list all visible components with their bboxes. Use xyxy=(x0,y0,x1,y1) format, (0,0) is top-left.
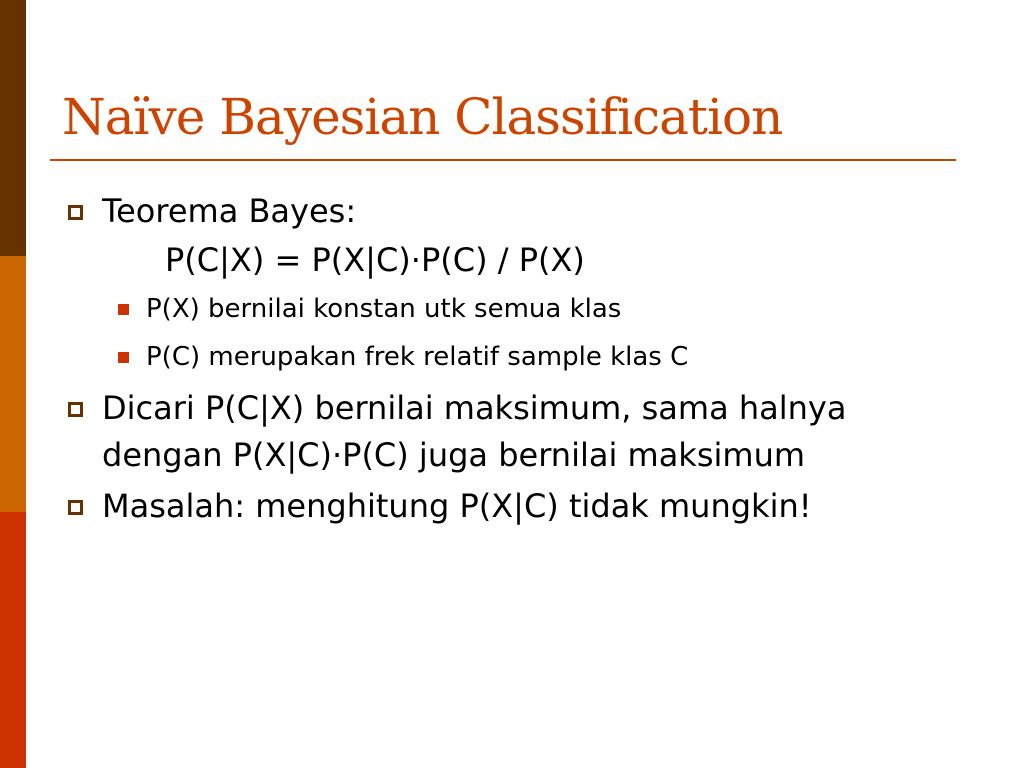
hollow-square-bullet-icon xyxy=(68,500,83,515)
slide-title: Naïve Bayesian Classification xyxy=(62,88,783,146)
side-bar-middle xyxy=(0,256,26,512)
slide-content xyxy=(62,188,962,530)
sub-bullet-item xyxy=(62,333,962,381)
sub-bullet-item xyxy=(62,285,962,333)
filled-square-bullet-icon xyxy=(118,352,129,363)
bayes-formula: P(C|X) = P(X|C)·P(C) / P(X) xyxy=(165,241,585,279)
side-bar-bottom xyxy=(0,512,26,768)
sub-bullet-text: P(X) bernilai konstan utk semua klas xyxy=(146,294,622,324)
hollow-square-bullet-icon xyxy=(68,205,83,220)
bullet-item xyxy=(62,483,962,530)
bullet-text: Masalah: menghitung P(X|C) tidak mungkin! xyxy=(102,487,812,525)
bullet-text: Teorema Bayes: xyxy=(102,192,357,230)
title-divider xyxy=(50,159,956,161)
bullet-item xyxy=(62,385,962,479)
side-bar-top xyxy=(0,0,26,256)
bullet-text: Dicari P(C|X) bernilai maksimum, sama halnya dengan P(X|C)·P(C) juga bernilai maksimum xyxy=(102,389,847,474)
filled-square-bullet-icon xyxy=(118,304,129,315)
hollow-square-bullet-icon xyxy=(68,402,83,417)
bullet-item xyxy=(62,188,962,235)
sub-bullet-text: P(C) merupakan frek relatif sample klas C xyxy=(146,342,689,372)
